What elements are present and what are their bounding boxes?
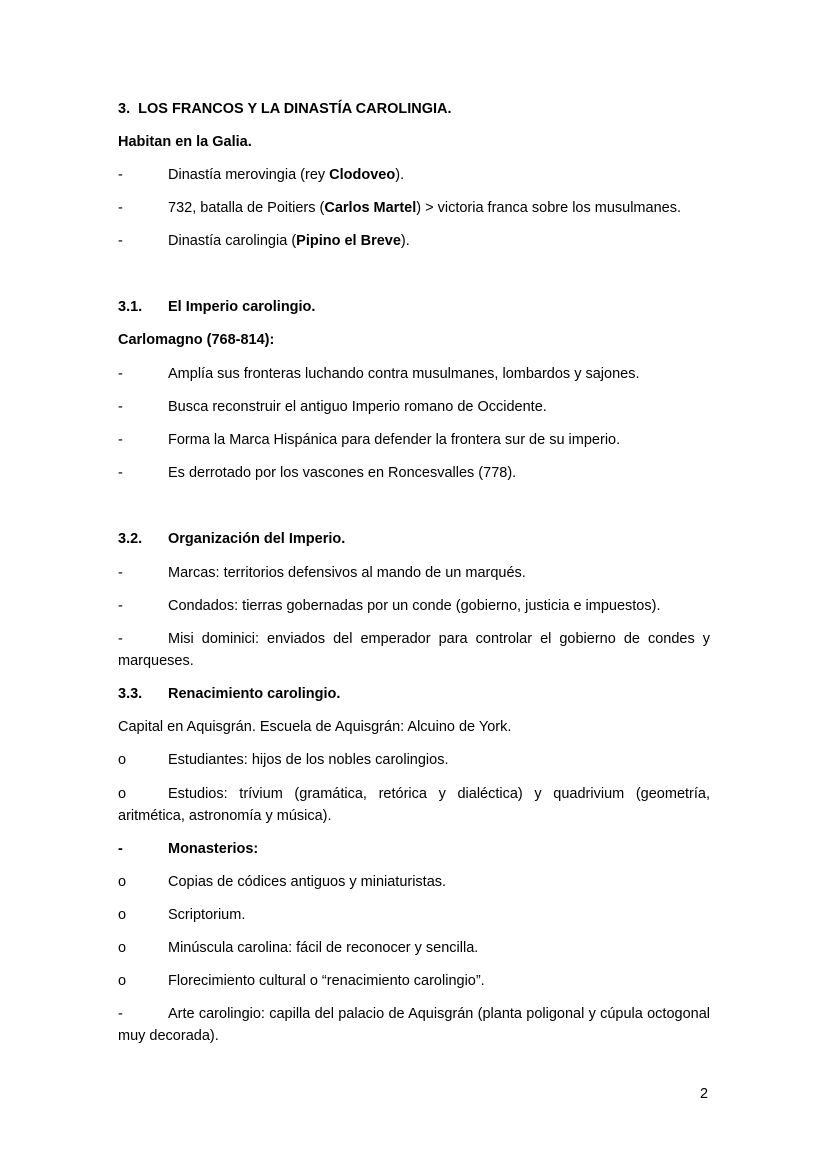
bullet-dash: - [118,432,123,448]
bullet-circle: o [118,874,127,890]
bold-term: Pipino el Breve [296,233,401,249]
bullet-dash: - [118,465,123,481]
list-item: - Arte carolingio: capilla del palacio de Aquisgrán (planta poligonal y cúpula octogonal muy decorada). [118,1003,710,1047]
section-3-2-heading [118,528,710,550]
bullet-dash: - [118,565,123,581]
bold-term: Clodoveo [329,167,396,183]
list-item: o Estudios: trívium (gramática, retórica y dialéctica) y quadrivium (geometría, aritmética, astronomía y música). [118,783,710,827]
bullet-dash: - [118,366,123,382]
section-3-1-number: 3.1. [118,299,143,315]
bullet-circle: o [118,940,127,956]
bullet-circle: o [118,973,127,989]
bullet-dash: - [118,167,123,183]
page-number: 2 [700,1086,709,1102]
section-3-3-title: Renacimiento carolingio. [168,686,341,702]
section-3-1-title: El Imperio carolingio. [168,299,316,315]
bullet-circle: o [118,752,127,768]
section-3-2-number: 3.2. [118,531,143,547]
section-3-heading [118,98,710,120]
bullet-dash: - [118,399,123,415]
section-3-intro: Habitan en la Galia. [118,134,252,150]
bullet-dash: - [118,233,123,249]
bullet-dash: - [118,631,123,647]
bullet-dash: - [118,598,123,614]
section-3-3-number: 3.3. [118,686,143,702]
section-3-3-heading [118,683,710,705]
bullet-dash: - [118,200,123,216]
bullet-circle: o [118,907,127,923]
list-item: - Misi dominici: enviados del emperador para controlar el gobierno de condes y marqueses. [118,628,710,672]
section-3-2-title: Organización del Imperio. [168,531,346,547]
bold-term: Carlos Martel [324,200,417,216]
bullet-circle: o [118,786,127,802]
section-3-3-intro: Capital en Aquisgrán. Escuela de Aquisgrán: Alcuino de York. [118,719,512,735]
section-3-number: 3. [118,101,131,117]
bullet-dash: - [118,1006,123,1022]
bullet-dash: - [118,841,123,857]
section-3-1-heading [118,296,710,318]
section-3-1-subtitle: Carlomagno (768-814): [118,332,275,348]
section-3-title: LOS FRANCOS Y LA DINASTÍA CAROLINGIA. [138,101,452,117]
